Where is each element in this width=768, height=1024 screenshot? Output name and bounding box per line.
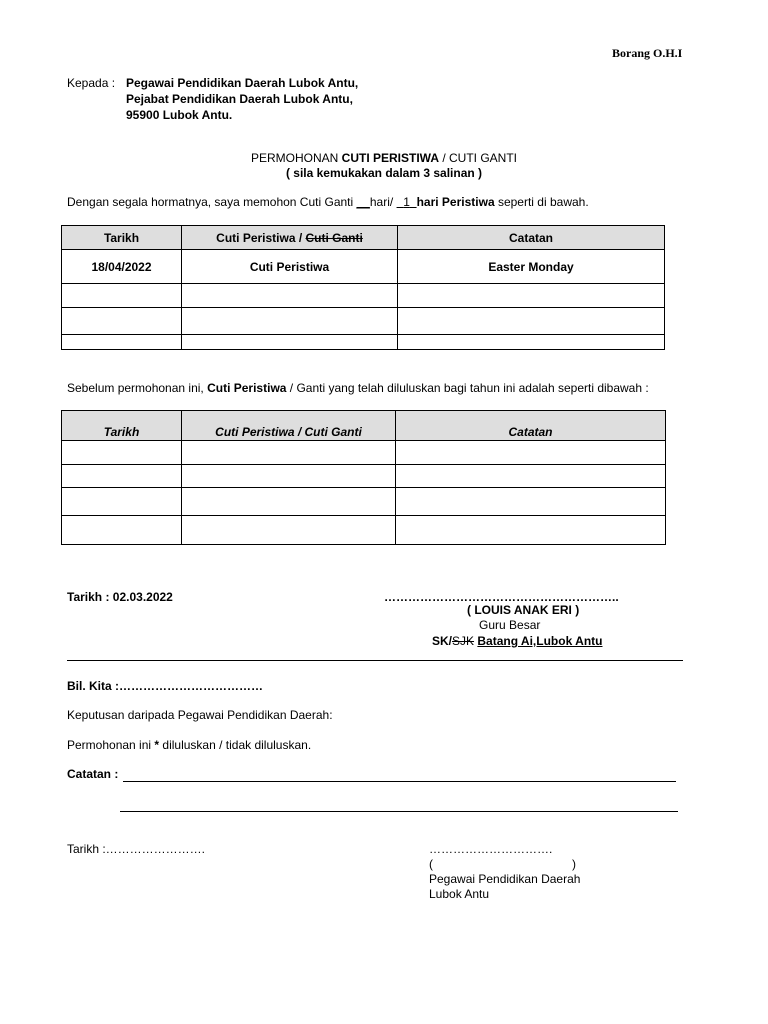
recipient-line-2: Pejabat Pendidikan Daerah Lubok Antu,: [126, 92, 353, 106]
cell-type: Cuti Peristiwa: [182, 250, 398, 284]
previous-leave-table: [61, 410, 666, 545]
table-row: [62, 308, 665, 335]
header-date: Tarikh: [62, 411, 182, 441]
table-row: [62, 250, 665, 284]
header-date: Tarikh: [62, 226, 182, 250]
officer-date: Tarikh :…………………….: [67, 842, 206, 856]
decision-statement: Permohonan ini * diluluskan / tidak diluluskan.: [67, 738, 312, 752]
form-title: PERMOHONAN CUTI PERISTIWA / CUTI GANTI: [250, 151, 518, 165]
form-subtitle: ( sila kemukakan dalam 3 salinan ): [285, 166, 483, 180]
cell-type[interactable]: [182, 335, 398, 350]
table-header-row: [62, 226, 665, 250]
cell-note: Easter Monday: [398, 250, 665, 284]
cell-type[interactable]: [182, 284, 398, 308]
officer-location: Lubok Antu: [429, 887, 490, 901]
notes-line-1[interactable]: [123, 781, 676, 782]
table-row: [62, 441, 666, 465]
cell-note[interactable]: [396, 465, 666, 488]
cell-type[interactable]: [182, 488, 396, 516]
header-note: Catatan: [398, 226, 665, 250]
header-type: Cuti Peristiwa / Cuti Ganti: [182, 226, 398, 250]
applicant-date: Tarikh : 02.03.2022: [67, 590, 173, 604]
header-type: Cuti Peristiwa / Cuti Ganti: [182, 411, 396, 441]
table-row: [62, 516, 666, 545]
recipient-line-3: 95900 Lubok Antu.: [126, 108, 233, 122]
table-row: [62, 465, 666, 488]
applicant-name: ( LOUIS ANAK ERI ): [467, 603, 580, 617]
notes-line-2[interactable]: [120, 811, 678, 812]
cell-note[interactable]: [396, 441, 666, 465]
request-sentence: Dengan segala hormatnya, saya memohon Cuti Ganti __hari/ 1 hari Peristiwa seperti di bawah.: [67, 195, 589, 209]
form-code: Borang O.H.I: [612, 46, 683, 60]
cell-type[interactable]: [182, 516, 396, 545]
reference-number: Bil. Kita :………………………………: [67, 679, 264, 693]
notes-label: Catatan :: [67, 767, 119, 781]
leave-request-table: [61, 225, 665, 350]
cell-note[interactable]: [398, 308, 665, 335]
cell-date: 18/04/2022: [62, 250, 182, 284]
cell-type[interactable]: [182, 441, 396, 465]
cell-type[interactable]: [182, 308, 398, 335]
applicant-school: SK/SJK Batang Ai,Lubok Antu: [432, 634, 603, 648]
header-note: Catatan: [396, 411, 666, 441]
table-row: [62, 335, 665, 350]
cell-date[interactable]: [62, 335, 182, 350]
applicant-signature-line: …………………………………………………..: [384, 590, 619, 604]
cell-note[interactable]: [396, 488, 666, 516]
officer-signature-line: ………………………….: [429, 842, 553, 856]
decision-heading: Keputusan daripada Pegawai Pendidikan Daerah:: [67, 708, 333, 722]
recipient-line-1: Pegawai Pendidikan Daerah Lubok Antu,: [126, 76, 359, 90]
table-row: [62, 284, 665, 308]
cell-date[interactable]: [62, 465, 182, 488]
applicant-position: Guru Besar: [479, 618, 541, 632]
cell-date[interactable]: [62, 516, 182, 545]
cell-note[interactable]: [398, 284, 665, 308]
cell-date[interactable]: [62, 488, 182, 516]
previous-leave-sentence: Sebelum permohonan ini, Cuti Peristiwa / Ganti yang telah diluluskan bagi tahun ini adalah seperti dibawah :: [67, 381, 649, 395]
officer-name-close-paren: ): [572, 857, 576, 871]
cell-date[interactable]: [62, 441, 182, 465]
cell-note[interactable]: [396, 516, 666, 545]
cell-type[interactable]: [182, 465, 396, 488]
section-divider: [67, 660, 683, 661]
officer-name-open-paren: (: [429, 857, 433, 871]
cell-date[interactable]: [62, 284, 182, 308]
table-header-row: [62, 411, 666, 441]
cell-note[interactable]: [398, 335, 665, 350]
cell-date[interactable]: [62, 308, 182, 335]
recipient-label: Kepada :: [67, 76, 116, 90]
officer-title: Pegawai Pendidikan Daerah: [429, 872, 581, 886]
table-row: [62, 488, 666, 516]
